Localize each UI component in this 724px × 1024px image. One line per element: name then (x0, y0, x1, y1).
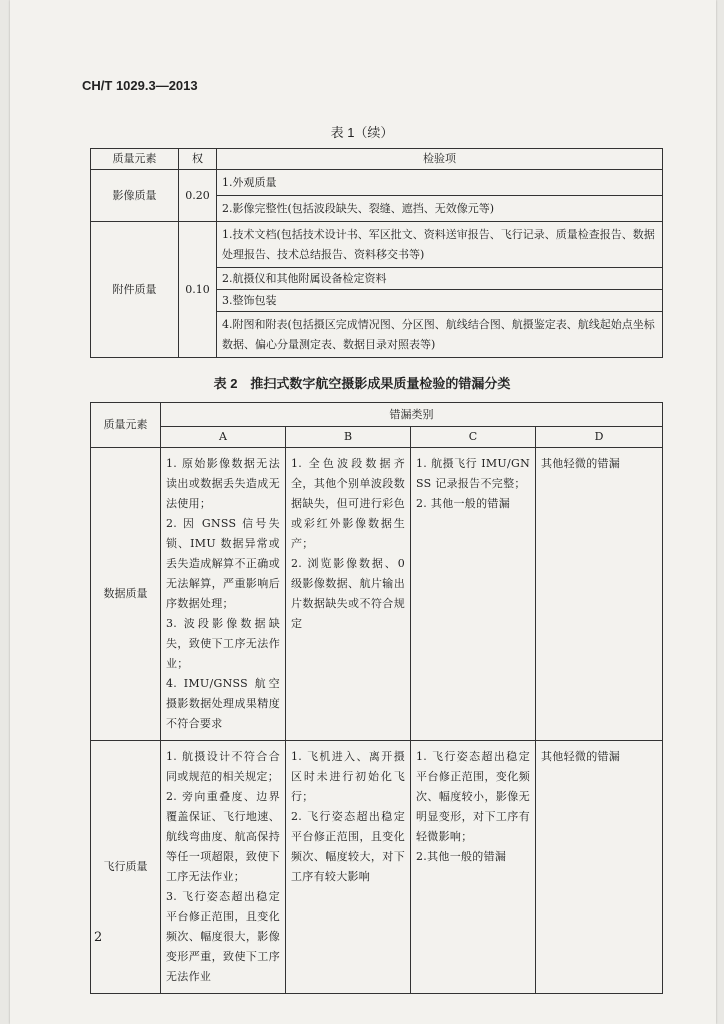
table1-weight-attachment: 0.10 (179, 222, 217, 358)
table1-weight-image: 0.20 (179, 170, 217, 222)
table1-item: 1.外观质量 (217, 170, 663, 196)
table2-element-flight: 飞行质量 (91, 741, 161, 994)
table2-class-d: D (536, 427, 663, 448)
error-item: 3. 飞行姿态超出稳定平台修正范围，且变化频次、幅度很大，影像变形严重，致使下工序无法作业 (166, 890, 280, 983)
table1-element-image: 影像质量 (91, 170, 179, 222)
table2-caption: 表 2 推扫式数字航空摄影成果质量检验的错漏分类 (213, 376, 511, 391)
table2-cell-d (536, 741, 663, 994)
table1-item: 2.影像完整性(包括波段缺失、裂缝、遮挡、无效像元等) (217, 196, 663, 222)
table2-class-a: A (161, 427, 286, 448)
error-item: 2. 飞行姿态超出稳定平台修正范围，且变化频次、幅度较大，对下工序有较大影响 (291, 810, 405, 883)
error-item: 2. 其他一般的错漏 (416, 497, 510, 510)
table2-cell-d (536, 448, 663, 741)
error-item: 2. 旁向重叠度、边界覆盖保证、飞行地速、航线弯曲度、航高保持等任一项超限，致使下工序无法作业； (166, 790, 280, 883)
table2-header-error-category: 错漏类别 (161, 403, 663, 427)
error-item: 2. 浏览影像数据、0 级影像数据、航片输出片数据缺失或不符合规定 (291, 557, 405, 630)
table2-cell-b (286, 448, 411, 741)
table1-item: 1.技术文档(包括技术设计书、军区批文、资料送审报告、飞行记录、质量检查报告、数据处理报告、技术总结报告、资料移交书等) (217, 222, 663, 268)
table2-element-data: 数据质量 (91, 448, 161, 741)
error-item: 2.其他一般的错漏 (416, 850, 507, 863)
table1-header-element: 质量元素 (91, 149, 179, 170)
table1-item: 2.航摄仪和其他附属设备检定资料 (217, 268, 663, 290)
error-item: 其他轻微的错漏 (541, 457, 621, 470)
table2-cell-a (161, 448, 286, 741)
table2-class-c: C (411, 427, 536, 448)
table1-header-items: 检验项 (217, 149, 663, 170)
table1-header-weight: 权 (179, 149, 217, 170)
table1-item: 4.附图和附表(包括摄区完成情况图、分区图、航线结合图、航摄鉴定表、航线起始点坐标数据、偏心分量测定表、数据目录对照表等) (217, 312, 663, 358)
table2-cell-a (161, 741, 286, 994)
error-item: 3. 波段影像数据缺失，致使下工序无法作业； (166, 617, 280, 670)
table2-cell-c (411, 448, 536, 741)
document-code: CH/T 1029.3—2013 (82, 78, 198, 93)
table2-class-b: B (286, 427, 411, 448)
table1 (90, 148, 663, 358)
error-item: 1. 飞机进入、离开摄区时未进行初始化飞行； (291, 750, 405, 803)
error-item: 2. 因 GNSS 信号失锁、IMU 数据异常或丢失造成解算不正确或无法解算，严重影响后序数据处理； (166, 517, 280, 610)
table1-item: 3.整饰包装 (217, 290, 663, 312)
table1-caption: 表 1（续） (330, 125, 394, 140)
error-item: 1. 航摄设计不符合合同或规范的相关规定； (166, 750, 280, 783)
error-item: 1. 航摄飞行 IMU/GNSS 记录报告不完整； (416, 457, 530, 490)
error-item: 其他轻微的错漏 (541, 750, 621, 763)
table2-cell-b (286, 741, 411, 994)
error-item: 4. IMU/GNSS 航空摄影数据处理成果精度不符合要求 (166, 677, 280, 730)
table2-header-element: 质量元素 (91, 403, 161, 448)
table2-cell-c (411, 741, 536, 994)
page-number: 2 (94, 930, 103, 945)
table2 (90, 402, 663, 994)
table1-element-attachment: 附件质量 (91, 222, 179, 358)
error-item: 1. 飞行姿态超出稳定平台修正范围，变化频次、幅度较小，影像无明显变形，对下工序有轻微影响； (416, 750, 530, 843)
error-item: 1. 全色波段数据齐全，其他个别单波段数据缺失，但可进行彩色或彩红外影像数据生产； (291, 457, 405, 550)
error-item: 1. 原始影像数据无法读出或数据丢失造成无法使用； (166, 457, 280, 510)
